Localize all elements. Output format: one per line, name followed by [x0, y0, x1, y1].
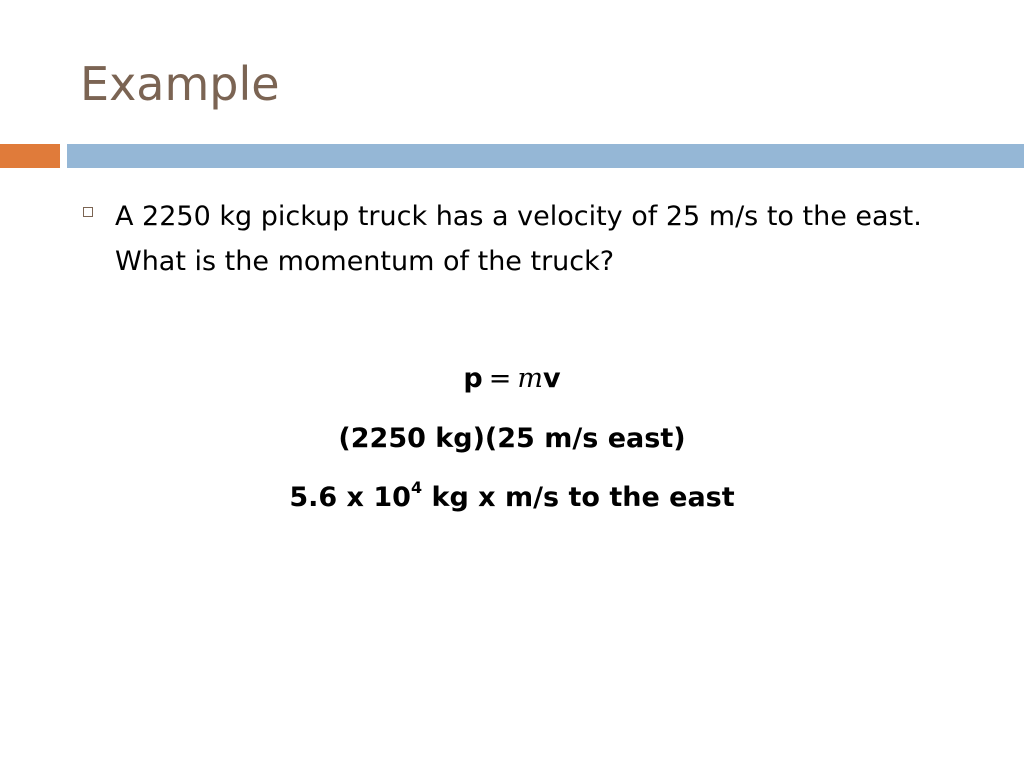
hollow-square-bullet-icon — [83, 207, 93, 217]
answer-mantissa: 5.6 x 10 — [289, 482, 411, 513]
title-accent-bar-orange — [0, 144, 60, 168]
answer-line — [0, 478, 1024, 513]
formula-v: v — [542, 363, 561, 394]
formula-p: p — [463, 363, 483, 394]
slide-title: Example — [80, 57, 280, 111]
formula-equals: = — [488, 363, 512, 394]
bullet-text: A 2250 kg pickup truck has a velocity of 25 m/s to the east. What is the momentum of the truck? — [115, 201, 922, 277]
formula-m: m — [517, 363, 543, 394]
answer-exponent: 4 — [410, 478, 423, 497]
title-accent-bar-blue — [67, 144, 1024, 168]
momentum-formula — [0, 363, 1024, 394]
calculation-line: (2250 kg)(25 m/s east) — [338, 423, 686, 454]
answer-units: kg x m/s to the east — [422, 482, 735, 513]
